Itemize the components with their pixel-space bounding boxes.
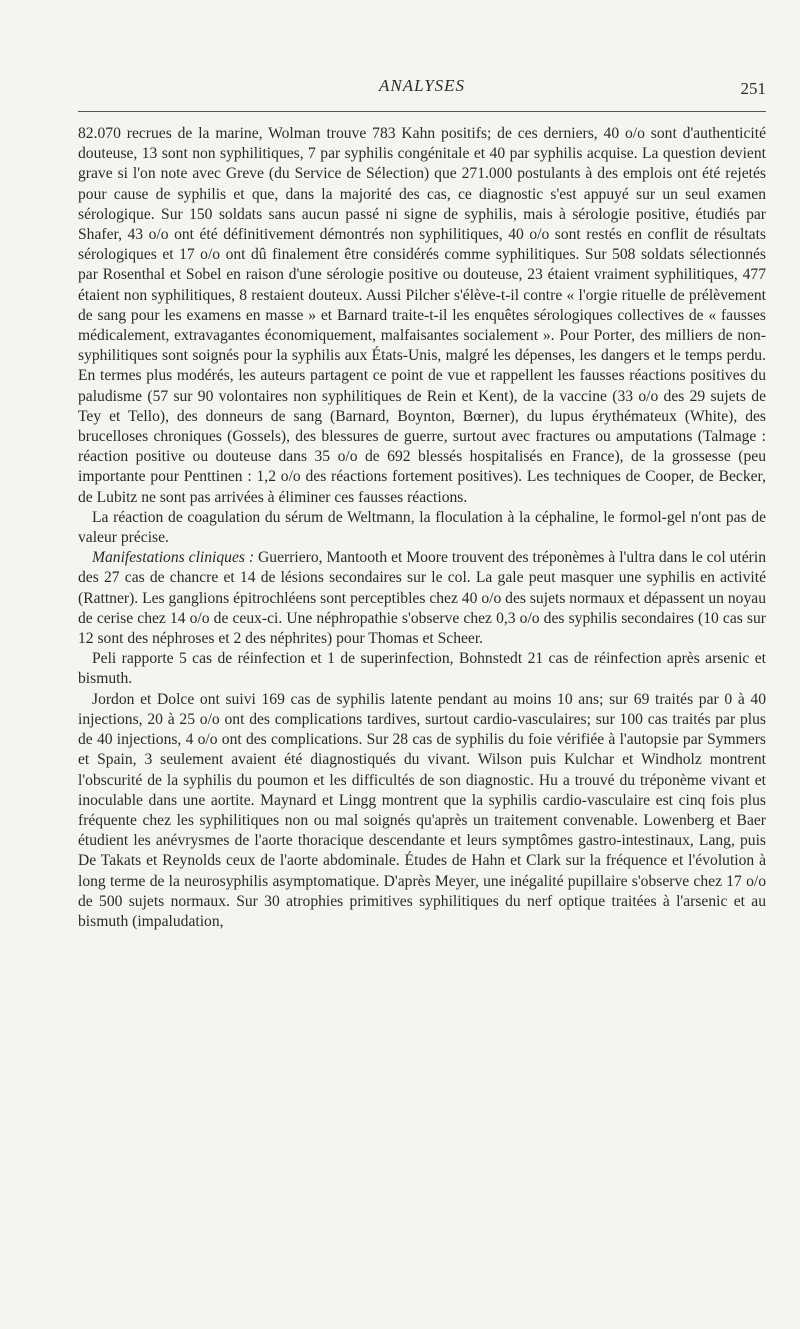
header-rule — [78, 111, 766, 112]
page-number: 251 — [740, 79, 766, 98]
section-lead-italic: Manifestations cliniques : — [92, 549, 255, 567]
running-header-title: ANALYSES — [378, 76, 466, 95]
body-text — [78, 124, 766, 932]
paragraph-1: 82.070 recrues de la marine, Wolman trouve 783 Kahn positifs; de ces derniers, 40 o/o sont d'authenticité douteuse, 13 sont non syphilitiques, 7 par syphilis congénitale et 40 par syphilis acquise. La question devient grave si l'on note avec Greve (du Service de Sélection) que 271.000 postulants à des emplois ont été rejetés pour cause de syphilis et que, dans la majorité des cas, ce diagnostic s'est appuyé sur un seul examen sérologique. Sur 150 soldats sans aucun passé ni signe de syphilis, mais à sérologie positive, étudiés par Shafer, 43 o/o ont été définitivement démontrés non syphilitiques, 40 o/o sont restés en conflit de résultats sérologiques et 17 o/o ont dû finalement être considérés comme syphilitiques. Sur 508 soldats sélectionnés par Rosenthal et Sobel en raison d'une sérologie positive ou douteuse, 23 étaient vraiment syphilitiques, 477 étaient non syphilitiques, 8 restaient douteux. Aussi Pilcher s'élève-t-il contre « l'orgie rituelle de prélèvement de sang pour les examens en masse » et Barnard traite-t-il les enquêtes sérologiques collectives de « fausses médicalement, extravagantes économiquement, malfaisantes socialement ». Pour Porter, des milliers de non-syphilitiques sont soignés pour la syphilis aux États-Unis, malgré les dépenses, les dangers et le temps perdu. En termes plus modérés, les auteurs partagent ce point de vue et rappellent les fausses réactions positives du paludisme (57 sur 90 volontaires non syphilitiques de Rein et Kent), de la vaccine (33 o/o des 29 sujets de Tey et Tello), des donneurs de sang (Barnard, Boynton, Bœrner), du lupus érythémateux (White), des brucelloses chroniques (Gossels), des blessures de guerre, surtout avec fractures ou amputations (Talmage : réaction positive ou douteuse dans 35 o/o de 692 blessés hospitalisés en France), de la grossesse (peu importante pour Penttinen : 1,2 o/o des réactions fortement positives). Les techniques de Cooper, de Becker, de Lubitz ne sont pas arrivées à éliminer ces fausses réactions. — [78, 125, 766, 506]
paragraph-2: La réaction de coagulation du sérum de Weltmann, la floculation à la céphaline, le formol-gel n'ont pas de valeur précise. — [78, 508, 766, 547]
paragraph-3-text: Manifestations cliniques : Guerriero, Mantooth et Moore trouvent des tréponèmes à l'ultra dans le col utérin des 27 cas de chancre et 14 de lésions secondaires sur le col. La gale peut masquer une syphilis en activité (Rattner). Les ganglions épitrochléens sont perceptibles chez 40 o/o des sujets normaux et dépassent un noyau de cerise chez 14 o/o de ceux-ci. Une néphropathie s'observe chez 0,3 o/o des syphilis secondaires (10 cas sur 12 sont des néphroses et 2 des néphrites) pour Thomas et Scheer. — [78, 549, 766, 648]
paragraph-3 — [78, 548, 766, 649]
paragraph-4: Peli rapporte 5 cas de réinfection et 1 de superinfection, Bohnstedt 21 cas de réinfection après arsenic et bismuth. — [78, 650, 766, 688]
page-header — [78, 76, 766, 104]
paragraph-5: Jordon et Dolce ont suivi 169 cas de syphilis latente pendant au moins 10 ans; sur 69 traités par 0 à 40 injections, 20 à 25 o/o ont des complications tardives, surtout cardio-vasculaires; sur 100 cas traités par plus de 40 injections, 4 o/o ont des complications. Sur 28 cas de syphilis du foie vérifiée à l'autopsie par Symmers et Spain, 3 seulement avaient été diagnostiqués du vivant. Wilson puis Kulchar et Windholz montrent l'obscurité de la syphilis du poumon et les difficultés de son diagnostic. Hu a trouvé du tréponème vivant et inoculable dans une aortite. Maynard et Lingg montrent que la syphilis cardio-vasculaire est cinq fois plus fréquente chez les syphilitiques non ou mal soignés qu'après un traitement convenable. Lowenberg et Baer étudient les anévrysmes de l'aorte thoracique descendante et leurs symptômes gastro-intestinaux, Lang, puis De Takats et Reynolds ceux de l'aorte abdominale. Études de Hahn et Clark sur la fréquence et l'évolution à long terme de la neurosyphilis asymptomatique. D'après Meyer, une inégalité pupillaire s'observe chez 17 o/o de 500 sujets normaux. Sur 30 atrophies primitives syphilitiques du nerf optique traitées à l'arsenic et au bismuth (impaludation, — [78, 690, 766, 930]
